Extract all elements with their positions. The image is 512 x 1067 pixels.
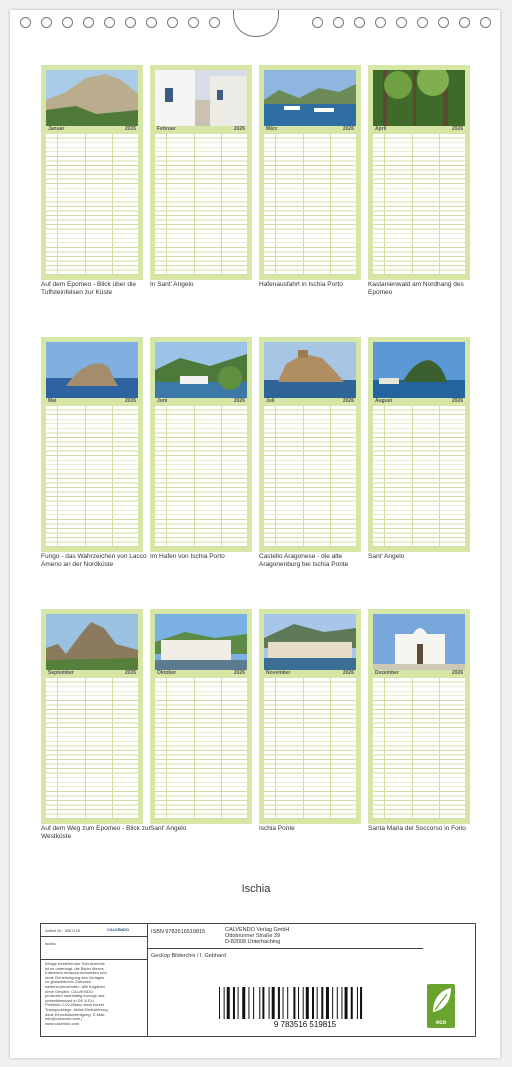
month-name: Oktober [157, 670, 177, 676]
barcode-bar [351, 987, 353, 1019]
month-caption: Sant' Angelo [150, 825, 187, 832]
article-number: Artikel Nr.: 3067125 [45, 928, 81, 933]
binding-hole [417, 17, 428, 28]
day-grid [264, 678, 356, 819]
barcode-bar [233, 987, 235, 1019]
barcode-bar [321, 987, 323, 1019]
month-name: Januar [48, 126, 65, 132]
month-photo [155, 342, 247, 398]
month-caption: Fungo - das Wahrzeichen von Lacco Ameno an der Nordküste [41, 553, 147, 568]
barcode-digits: 9 783516 519815 [273, 1020, 337, 1029]
month-year: 2026 [233, 398, 245, 404]
month-photo [373, 70, 465, 126]
month-year: 2026 [233, 670, 245, 676]
month-caption: Hafenausfahrt in Ischia Porto [259, 281, 343, 288]
month-year: 2026 [342, 126, 354, 132]
month-header [155, 670, 247, 677]
photo-credit: Geckop Bilderchiv / I. Gebhard [151, 953, 226, 959]
day-grid [264, 134, 356, 275]
binding-hole [459, 17, 470, 28]
month-header [373, 670, 465, 677]
month-photo [46, 342, 138, 398]
month-card [368, 337, 470, 552]
month-caption: Kastanienwald am Nordhang des Epomeo [368, 281, 464, 296]
month-name: Juli [266, 398, 275, 404]
month-card [41, 609, 143, 824]
barcode-bar [262, 987, 264, 1019]
product-name: Ischia [45, 941, 56, 946]
barcode-bar [337, 987, 338, 1019]
binding-hole [83, 17, 94, 28]
month-header [373, 398, 465, 405]
divider [147, 948, 423, 949]
binding-hole [312, 17, 323, 28]
month-caption: Sant' Angelo [368, 553, 405, 560]
barcode-bar [293, 987, 295, 1019]
barcode-bar [345, 987, 348, 1019]
month-photo [46, 70, 138, 126]
binding-hole [438, 17, 449, 28]
month-photo [264, 614, 356, 670]
binding-hole [104, 17, 115, 28]
month-header [264, 126, 356, 133]
binding-hole [354, 17, 365, 28]
day-grid [155, 678, 247, 819]
month-card [259, 337, 361, 552]
month-year: 2026 [124, 670, 136, 676]
leaf-icon [427, 984, 455, 1018]
day-grid [46, 406, 138, 547]
barcode-bar [259, 987, 260, 1019]
day-grid [155, 406, 247, 547]
month-year: 2026 [124, 126, 136, 132]
divider [41, 959, 147, 960]
month-year: 2026 [451, 126, 463, 132]
binding-hole [333, 17, 344, 28]
month-header [46, 126, 138, 133]
barcode-bar [253, 987, 254, 1019]
day-grid [373, 134, 465, 275]
barcode-bar [242, 987, 245, 1019]
month-caption: Santa Maria del Soccorso in Forio [368, 825, 466, 832]
binding-hole [20, 17, 31, 28]
month-card [368, 609, 470, 824]
month-caption: Im Hafen von Ischia Porto [150, 553, 225, 560]
month-name: Dezember [375, 670, 399, 676]
month-year: 2026 [451, 670, 463, 676]
barcode-bar [303, 987, 304, 1019]
barcode-bar [238, 987, 239, 1019]
binding-hole [146, 17, 157, 28]
binding-hole [480, 17, 491, 28]
binding-hole [375, 17, 386, 28]
month-card [259, 609, 361, 824]
eco-label: eco [435, 1020, 447, 1026]
month-caption: In Sant' Angelo [150, 281, 194, 288]
binding-hole [167, 17, 178, 28]
footer-left-column [41, 924, 148, 1036]
binding-hole [41, 17, 52, 28]
barcode-bar [341, 987, 342, 1019]
publisher-line: Ottobrunner Straße 39 [225, 933, 281, 939]
month-caption: Auf dem Epomeo - Blick über die Tuffsteinfelsen zur Küste [41, 281, 137, 296]
month-caption: Ischia Ponte [259, 825, 295, 832]
month-header [373, 126, 465, 133]
month-header [155, 398, 247, 405]
month-photo [46, 614, 138, 670]
barcode-bar [278, 987, 280, 1019]
month-header [264, 670, 356, 677]
month-header [46, 670, 138, 677]
divider [41, 936, 147, 937]
month-header [264, 398, 356, 405]
month-caption: Castello Aragonese - die alte Aragonenburg bei Ischia Ponte [259, 553, 349, 568]
binding-hole [62, 17, 73, 28]
month-name: November [266, 670, 291, 676]
month-card [150, 609, 252, 824]
month-year: 2026 [233, 126, 245, 132]
barcode-bar [227, 987, 230, 1019]
barcode-bar [332, 987, 333, 1019]
barcode-bar [312, 987, 314, 1019]
binding-hole [209, 17, 220, 28]
day-grid [155, 134, 247, 275]
eco-logo [427, 984, 455, 1028]
barcode-bar [326, 987, 329, 1019]
month-photo [264, 342, 356, 398]
month-photo [373, 614, 465, 670]
barcode-bar [272, 987, 275, 1019]
barcode-bar [317, 987, 318, 1019]
barcode-bar [283, 987, 284, 1019]
month-card [41, 337, 143, 552]
month-card [41, 65, 143, 280]
barcode-bar [269, 987, 270, 1019]
day-grid [46, 678, 138, 819]
month-name: März [266, 126, 278, 132]
calvendo-logo: CALVENDO [107, 927, 130, 932]
isbn: ISBN 9783516519815 [151, 929, 206, 935]
month-name: April [375, 126, 387, 132]
barcode-bar [298, 987, 299, 1019]
month-card [259, 65, 361, 280]
publisher-line: CALVENDO Verlag GmbH [225, 927, 290, 933]
binding-hole [125, 17, 136, 28]
day-grid [264, 406, 356, 547]
publisher-line: D-82008 Unterhaching [225, 939, 281, 945]
month-caption: Auf dem Weg zum Epomeo - Blick zur Westküste [41, 825, 151, 840]
month-header [46, 398, 138, 405]
calendar-title: Ischia [241, 883, 271, 895]
barcode-bar [287, 987, 288, 1019]
binding-hole [188, 17, 199, 28]
month-photo [373, 342, 465, 398]
barcode-bar [224, 987, 225, 1019]
day-grid [373, 678, 465, 819]
binding-hole [396, 17, 407, 28]
month-year: 2026 [451, 398, 463, 404]
month-card [150, 65, 252, 280]
month-year: 2026 [342, 670, 354, 676]
day-grid [46, 134, 138, 275]
month-header [155, 126, 247, 133]
month-name: Juni [157, 398, 168, 404]
legal-text: Infolge bestehender Schutzrechte ist es untersagt, die Bilder dieses Kalenders herauszuschneiden und ohne Genehmigung des Verlages zu gewerblichen Zwecken weiterzuverwenden. Alle Angaben ohne Gewähr. CALVENDO produziert nachhaltig erzeugt und umweltbewusst in DE & EU. Preisinfo CO2-Bilanz dank kurzer Transportwege. Abfall-Reduzierung dank Einzelstückfertigung. E-Mail: info@calvendo.com | www.calvendo.com [45, 961, 108, 1026]
month-card [368, 65, 470, 280]
barcode-bar [306, 987, 309, 1019]
month-card [150, 337, 252, 552]
barcode-bar [360, 987, 362, 1019]
month-year: 2026 [342, 398, 354, 404]
barcode-bar [248, 987, 249, 1019]
month-name: August [375, 398, 393, 404]
month-photo [155, 614, 247, 670]
day-grid [373, 406, 465, 547]
month-name: September [48, 670, 74, 676]
month-year: 2026 [124, 398, 136, 404]
barcode-bar [357, 987, 358, 1019]
month-photo [264, 70, 356, 126]
month-photo [155, 70, 247, 126]
barcode [215, 985, 395, 1029]
month-name: Mai [48, 398, 57, 404]
barcode-bar [219, 987, 220, 1019]
month-name: Februar [157, 126, 176, 132]
